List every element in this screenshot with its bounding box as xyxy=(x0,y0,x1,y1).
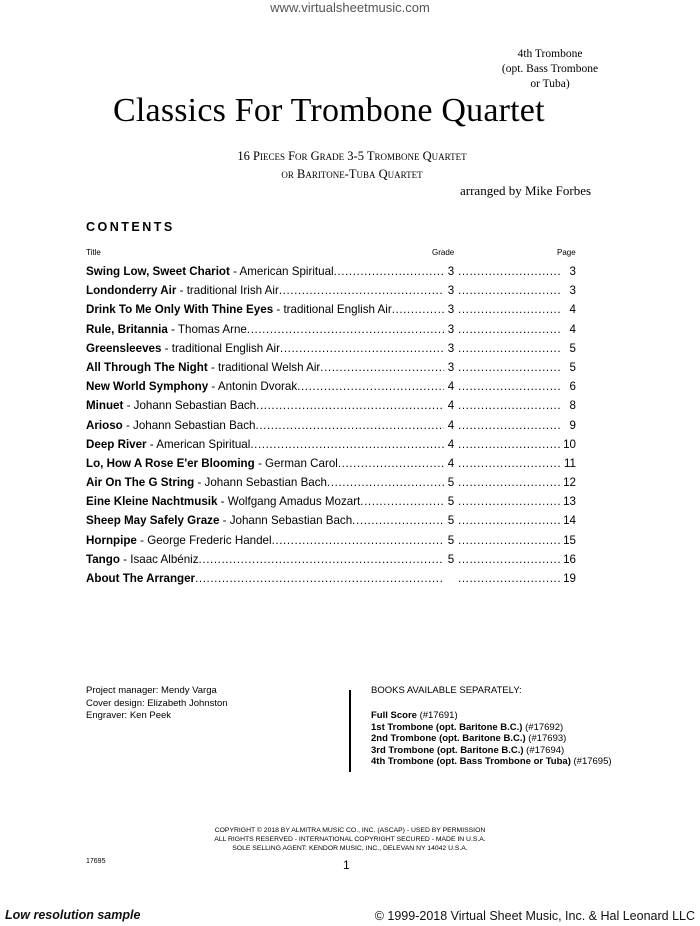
leader-dots xyxy=(195,569,444,588)
toc-page: 16 xyxy=(563,552,576,566)
leader-dots xyxy=(458,396,562,415)
book-number: (#17693) xyxy=(525,733,567,744)
leader-dots xyxy=(458,281,562,300)
toc-page: 4 xyxy=(569,303,576,317)
column-header-title: Title xyxy=(86,248,101,257)
toc-title: Lo, How A Rose E'er Blooming xyxy=(86,456,255,470)
leader-dots xyxy=(280,339,444,358)
leader-dots xyxy=(458,492,562,511)
toc-entry xyxy=(86,531,272,550)
leader-dots xyxy=(458,358,562,377)
leader-dots xyxy=(458,569,562,588)
column-header-grade: Grade xyxy=(432,248,455,257)
toc-entry xyxy=(86,492,360,511)
table-of-contents xyxy=(86,262,576,588)
toc-grade: 5 xyxy=(447,533,455,547)
vertical-divider xyxy=(349,690,351,772)
toc-row xyxy=(86,262,576,281)
toc-grade: 4 xyxy=(447,456,455,470)
toc-row xyxy=(86,377,576,396)
leader-dots xyxy=(458,377,562,396)
instrument-label xyxy=(490,47,610,92)
toc-entry xyxy=(86,377,297,396)
arranger-credit: arranged by Mike Forbes xyxy=(460,183,592,198)
toc-row xyxy=(86,454,576,473)
toc-page: 3 xyxy=(569,284,576,298)
copyright-line: SOLE SELLING AGENT: KENDOR MUSIC, INC., DELEVAN NY 14042 U.S.A. xyxy=(232,845,468,852)
leader-dots xyxy=(458,339,562,358)
toc-title: Swing Low, Sweet Chariot xyxy=(86,265,230,278)
leader-dots xyxy=(199,550,444,569)
toc-composer: - George Frederic Handel xyxy=(136,533,272,547)
toc-page: 15 xyxy=(563,533,576,547)
toc-entry xyxy=(86,454,338,473)
leader-dots xyxy=(458,435,562,454)
toc-entry xyxy=(86,339,280,358)
toc-row xyxy=(86,358,576,377)
copyright-line: ALL RIGHTS RESERVED - INTERNATIONAL COPYRIGHT SECURED - MADE IN U.S.A. xyxy=(214,836,486,843)
toc-row xyxy=(86,320,576,339)
leader-dots xyxy=(360,492,444,511)
toc-row xyxy=(86,550,576,569)
toc-composer: - American Spiritual xyxy=(229,265,334,278)
toc-grade xyxy=(444,569,458,588)
toc-title: Hornpipe xyxy=(86,533,137,547)
toc-title: Sheep May Safely Graze xyxy=(86,514,220,528)
toc-title: Deep River xyxy=(86,437,147,451)
toc-title: New World Symphony xyxy=(86,380,209,394)
toc-page: 4 xyxy=(569,322,576,336)
toc-grade: 3 xyxy=(447,360,455,374)
toc-row xyxy=(86,435,576,454)
toc-row xyxy=(86,300,576,319)
toc-title: Greensleeves xyxy=(86,341,162,355)
toc-grade: 4 xyxy=(447,418,455,432)
book-name: Full Score xyxy=(371,710,417,721)
toc-composer: - traditional English Air xyxy=(161,341,280,355)
leader-dots xyxy=(458,300,562,319)
toc-grade: 4 xyxy=(447,399,455,413)
leader-dots xyxy=(297,377,444,396)
book-number: (#17694) xyxy=(523,744,565,756)
toc-page: 19 xyxy=(563,572,576,585)
toc-entry xyxy=(86,358,320,377)
toc-title: About The Arranger xyxy=(86,572,196,585)
book-number: (#17695) xyxy=(570,756,612,767)
toc-title: Air On The G String xyxy=(86,476,195,490)
instrument-line: or Tuba) xyxy=(530,78,570,90)
toc-grade: 3 xyxy=(447,265,455,278)
toc-page: 12 xyxy=(563,476,576,490)
instrument-line: (opt. Bass Trombone xyxy=(501,63,599,75)
toc-grade: 3 xyxy=(447,322,455,336)
toc-row xyxy=(86,339,576,358)
toc-entry xyxy=(86,511,352,530)
toc-composer: - Johann Sebastian Bach xyxy=(219,514,353,528)
book-item xyxy=(371,756,612,768)
subtitle-line: or Baritone-Tuba Quartet xyxy=(281,167,423,181)
book-number: (#17692) xyxy=(522,721,564,733)
toc-entry xyxy=(86,300,392,319)
leader-dots xyxy=(458,511,562,530)
toc-composer: - German Carol xyxy=(254,456,338,470)
toc-row xyxy=(86,396,576,415)
leader-dots xyxy=(338,454,444,473)
leader-dots xyxy=(352,511,444,530)
toc-row xyxy=(86,473,576,492)
leader-dots xyxy=(458,531,562,550)
instrument-line: 4th Trombone xyxy=(517,48,583,60)
leader-dots xyxy=(256,416,445,435)
toc-entry xyxy=(86,262,334,281)
toc-entry xyxy=(86,320,247,339)
toc-grade: 5 xyxy=(447,514,455,528)
catalog-number: 17695 xyxy=(86,858,106,865)
page-number: 1 xyxy=(343,858,350,872)
copyright-line: COPYRIGHT © 2018 BY ALMITRA MUSIC CO., INC. (ASCAP) - USED BY PERMISSION xyxy=(214,827,486,834)
copyright-notice xyxy=(150,826,550,853)
leader-dots xyxy=(272,531,444,550)
leader-dots xyxy=(458,320,562,339)
toc-grade: 5 xyxy=(447,476,455,490)
leader-dots xyxy=(458,262,562,281)
toc-row xyxy=(86,492,576,511)
leader-dots xyxy=(327,473,444,492)
leader-dots xyxy=(320,358,444,377)
sample-note: Low resolution sample xyxy=(5,908,141,922)
leader-dots xyxy=(392,300,444,319)
toc-row xyxy=(86,416,576,435)
toc-entry xyxy=(86,396,256,415)
book-name: 3rd Trombone (opt. Baritone B.C.) xyxy=(371,744,524,756)
credit-line: Project manager: Mendy Varga xyxy=(86,685,217,696)
subtitle-line: 16 Pieces For Grade 3-5 Trombone Quartet xyxy=(237,149,467,163)
leader-dots xyxy=(256,396,444,415)
book-number: (#17691) xyxy=(416,710,458,721)
credit-line: Cover design: Elizabeth Johnston xyxy=(86,697,228,709)
toc-title: Londonderry Air xyxy=(86,284,177,298)
toc-composer: - traditional Welsh Air xyxy=(207,360,321,374)
toc-grade: 5 xyxy=(447,552,455,566)
leader-dots xyxy=(458,550,562,569)
toc-page: 8 xyxy=(569,399,576,413)
watermark-url: www.virtualsheetmusic.com xyxy=(270,0,430,15)
leader-dots xyxy=(334,262,444,281)
toc-row xyxy=(86,281,576,300)
toc-entry xyxy=(86,473,327,492)
toc-title: Arioso xyxy=(86,418,123,432)
toc-entry xyxy=(86,550,199,569)
toc-entry xyxy=(86,569,195,588)
toc-title: Rule, Britannia xyxy=(86,322,168,336)
page-title: Classics For Trombone Quartet xyxy=(113,92,545,129)
toc-entry xyxy=(86,435,250,454)
toc-title: Tango xyxy=(86,552,120,566)
leader-dots xyxy=(458,416,562,435)
book-name: 1st Trombone (opt. Baritone B.C.) xyxy=(371,721,523,733)
credit-line: Engraver: Ken Peek xyxy=(86,710,172,721)
toc-composer: - traditional English Air xyxy=(273,303,392,317)
leader-dots xyxy=(279,281,444,300)
book-item xyxy=(371,722,612,734)
books-list xyxy=(371,710,612,768)
toc-title: Minuet xyxy=(86,399,124,413)
toc-composer: - Thomas Arne xyxy=(167,322,247,336)
toc-grade: 4 xyxy=(447,437,455,451)
toc-grade: 3 xyxy=(447,303,455,317)
toc-title: Eine Kleine Nachtmusik xyxy=(86,495,218,509)
toc-page: 14 xyxy=(563,514,576,528)
toc-composer: - Antonin Dvorak xyxy=(208,380,298,394)
toc-grade: 3 xyxy=(447,341,455,355)
leader-dots xyxy=(458,454,562,473)
books-heading: BOOKS AVAILABLE SEPARATELY: xyxy=(371,685,522,696)
footer-copyright: © 1999-2018 Virtual Sheet Music, Inc. & Hal Leonard LLC xyxy=(374,909,695,923)
book-name: 2nd Trombone (opt. Baritone B.C.) xyxy=(371,733,526,744)
production-credits xyxy=(86,685,228,723)
contents-heading: CONTENTS xyxy=(86,220,175,234)
subtitle xyxy=(152,147,552,183)
toc-row xyxy=(86,511,576,530)
toc-page: 3 xyxy=(569,265,576,278)
toc-page: 10 xyxy=(563,437,576,451)
column-header-page: Page xyxy=(557,248,576,257)
toc-composer: - traditional Irish Air xyxy=(176,284,279,298)
book-item xyxy=(371,733,612,745)
toc-composer: - Isaac Albéniz xyxy=(119,552,199,566)
toc-page: 9 xyxy=(569,418,576,432)
leader-dots xyxy=(247,320,444,339)
book-item xyxy=(371,710,612,722)
toc-composer: - Johann Sebastian Bach xyxy=(194,476,327,490)
leader-dots xyxy=(250,435,444,454)
toc-entry xyxy=(86,416,256,435)
toc-page: 13 xyxy=(563,495,576,509)
book-name: 4th Trombone (opt. Bass Trombone or Tuba) xyxy=(371,756,571,767)
toc-page: 5 xyxy=(569,341,576,355)
book-item xyxy=(371,745,612,757)
toc-grade: 3 xyxy=(447,284,455,298)
leader-dots xyxy=(458,473,562,492)
toc-page: 6 xyxy=(569,380,576,394)
toc-grade: 5 xyxy=(447,495,455,509)
toc-composer: - American Spiritual xyxy=(146,437,251,451)
toc-title: All Through The Night xyxy=(86,360,208,374)
toc-page: 5 xyxy=(569,360,576,374)
toc-row xyxy=(86,531,576,550)
toc-grade: 4 xyxy=(447,380,455,394)
toc-composer: - Johann Sebastian Bach xyxy=(123,399,257,413)
toc-row xyxy=(86,569,576,588)
toc-page: 11 xyxy=(563,456,576,470)
toc-entry xyxy=(86,281,279,300)
toc-title: Drink To Me Only With Thine Eyes xyxy=(86,303,274,317)
toc-composer: - Johann Sebastian Bach xyxy=(122,418,256,432)
toc-composer: - Wolfgang Amadus Mozart xyxy=(217,495,361,509)
